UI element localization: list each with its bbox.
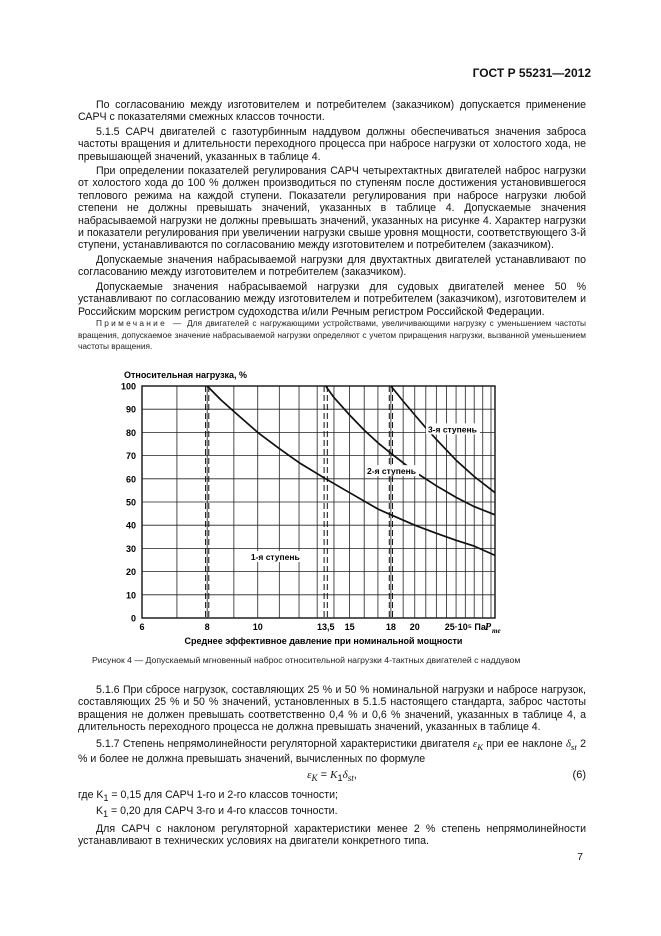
y-tick-label: 50 — [125, 497, 136, 508]
series-curve — [391, 386, 495, 493]
paragraph: Для САРЧ с наклоном регуляторной характеристики менее 2 % степень непрямолинейности устанавливают в технических условиях на двигатели конкретного типа. — [78, 823, 586, 848]
x-tick-label: 6 — [139, 622, 145, 632]
chart-curves — [207, 386, 495, 555]
series-label: 1-я ступень — [250, 552, 300, 562]
load-chart — [100, 362, 520, 647]
y-tick-label: 20 — [125, 567, 136, 578]
text-span: 5.1.7 Степень непрямолинейности регуляторной характеристики двигателя — [96, 737, 473, 750]
text-block-2 — [78, 684, 586, 766]
y-tick-label: 10 — [125, 590, 136, 601]
where-line-1: где $K_1 = 0,15$ для САРЧ 1-го и 2-го классов точности; — [78, 789, 338, 804]
x-tick-label: 13,5 — [316, 622, 335, 632]
paragraph: При определении показателей регулирования САРЧ четырехтактных двигателей наброс нагрузки от холостого хода до 100 % должен производиться по ступеням после достижения установившегося теплового режима на каждой ступени. Показатели регулирования при набросе нагрузки любой степени не должны превышать значений, указанных в таблице 4. Допускаемые значения набрасываемой нагрузки не должны превышать значений, указанных на рисунке 4. Характер нагрузки и показатели регулирования при увеличении нагрузки свыше уровня мощности, соответствующего 3-й ступени, устанавливаются по согласованию между изготовителем и потребителем (заказчиком). — [78, 165, 586, 252]
note-text: Для двигателей с нагружающими устройствами, увеличивающими нагрузку с уменьшением частоты вращения, допускаемое значение набрасываемой нагрузки определяют с учетом приращения нагрузки, вызванной уменьшением частоты вращения. — [78, 318, 586, 351]
series-label: 2-я ступень — [367, 466, 416, 477]
where-line-2: $K_1 = 0,20$ для САРЧ 3-го и 4-го классов точности. — [96, 804, 338, 819]
x-unit-label: P — [485, 622, 492, 633]
paragraph — [78, 738, 586, 766]
note — [78, 318, 586, 353]
x-tick-label: 15 — [344, 622, 355, 632]
series-curve — [326, 386, 495, 515]
y-tick-label: 60 — [125, 474, 136, 485]
text-span: где K — [78, 789, 104, 801]
series-label: 3-я ступень — [427, 424, 477, 435]
series-curve — [207, 386, 495, 555]
formula-number: (6) — [572, 769, 586, 781]
x-axis-title: Среднее эффективное давление при номинальной мощности — [184, 636, 463, 646]
y-tick-label: 0 — [130, 613, 136, 624]
y-tick-label: 80 — [125, 427, 136, 438]
text-span: = 0,20 для САРЧ 3-го и 4-го классов точности. — [108, 804, 338, 817]
y-axis-title: Относительная нагрузка, % — [124, 370, 248, 380]
note-label: Примечание — — [96, 318, 184, 328]
document-header: ГОСТ Р 55231—2012 — [472, 66, 591, 80]
x-tick-label: 25·10⁵ Па — [444, 622, 486, 632]
formula-expression: $\varepsilon_K = K_1\delta_{st}$, — [307, 769, 357, 784]
text-span: = 0,15 для САРЧ 1-го и 2-го классов точности; — [108, 789, 338, 801]
formula-6 — [78, 769, 586, 783]
chart-grid — [142, 386, 495, 618]
text-span: 2 % и более не должна превышать значений, вычисленных по формуле — [78, 737, 586, 766]
delta-st-symbol: $\delta_{st}$ — [565, 738, 577, 752]
text-block-3 — [78, 789, 586, 848]
x-tick-label: 8 — [204, 622, 210, 632]
paragraph: 5.1.5 САРЧ двигателей с газотурбинным наддувом должны обеспечиваться значения заброса частоты вращения и длительности переходного процесса при набросе нагрузки от холостого хода, не превышающей значений, указанных в таблице 4. — [78, 125, 586, 163]
y-tick-label: 40 — [125, 520, 136, 531]
note-paragraph — [78, 318, 586, 353]
paragraph: Допускаемые значения набрасываемой нагрузки для судовых двигателей менее 50 % устанавливают по согласованию между изготовителем и потребителем (заказчиком), изготовителем и Российским морским регистром судоходства и/или Речным регистром Российской Федерации. — [78, 280, 586, 318]
page-number: 7 — [577, 851, 583, 863]
x-unit-subscript: me — [492, 627, 501, 635]
paragraph: По согласованию между изготовителем и потребителем (заказчиком) допускается применение САРЧ с показателями смежных классов точности. — [78, 99, 586, 124]
epsilon-k-symbol: $\varepsilon_K$ — [472, 738, 483, 752]
x-tick-label: 20 — [409, 622, 420, 632]
y-tick-label: 100 — [120, 381, 136, 392]
text-block-1 — [78, 99, 586, 318]
paragraph: Допускаемые значения набрасываемой нагрузки для двухтактных двигателей устанавливают по согласованию между изготовителем и потребителем (заказчиком). — [78, 253, 586, 279]
x-tick-label: 18 — [385, 622, 396, 632]
y-tick-label: 70 — [125, 451, 136, 462]
text-span: при ее наклоне — [482, 737, 566, 750]
text-span: K — [96, 804, 104, 817]
y-tick-label: 30 — [125, 543, 136, 554]
x-tick-label: 10 — [252, 622, 263, 632]
chart-labels — [121, 370, 501, 646]
paragraph: 5.1.6 При сбросе нагрузок, составляющих 25 % и 50 % номинальной нагрузки и набросе нагрузок, составляющих 25 % и 50 % значений, установленных в 5.1.5 настоящего стандарта, заброс частоты вращения не должен превышать соответственно 0,4 % и 0,6 % значений, указанных в таблице 4, а длительность переходного процесса не должна превышать значений, указанных в таблице 4. — [78, 684, 586, 734]
y-tick-label: 90 — [125, 404, 136, 415]
figure-caption: Рисунок 4 — Допускаемый мгновенный наброс относительной нагрузки 4-тактных двигателей с наддувом — [92, 655, 521, 665]
